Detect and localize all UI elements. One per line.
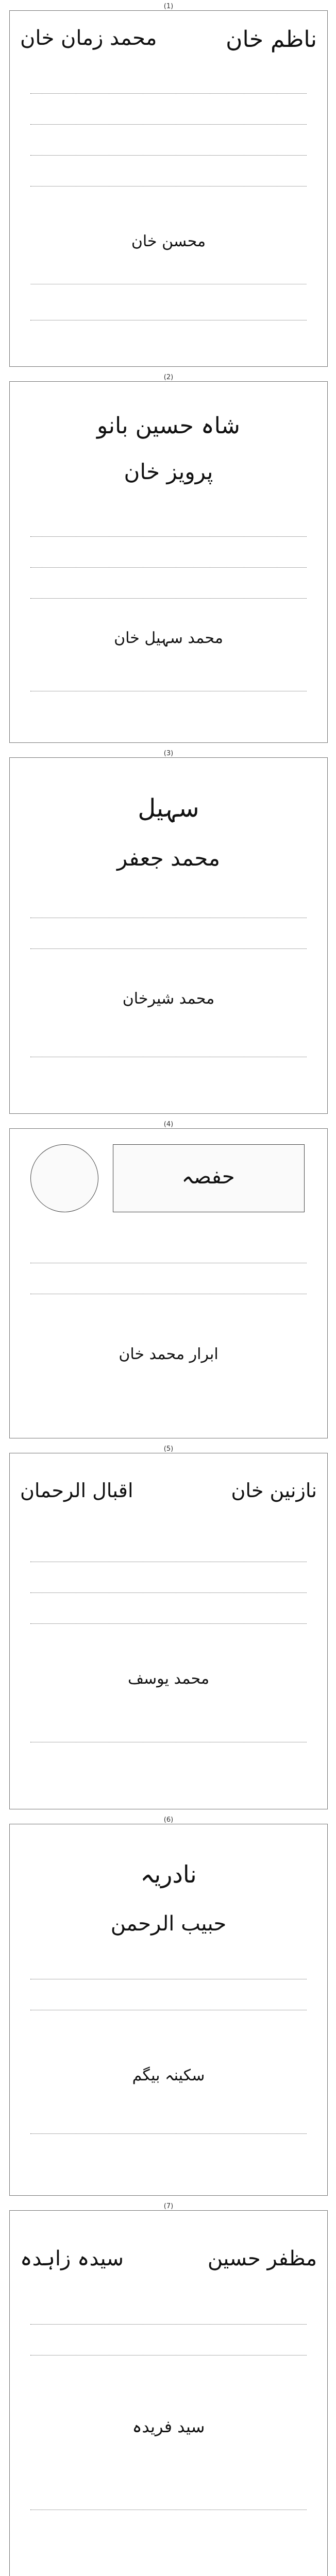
- invitation-card: [9, 3, 328, 367]
- bride-name: نادریہ: [140, 1860, 197, 1888]
- fill-line: [30, 2133, 307, 2134]
- groom-name: سیدہ زاہدہ: [20, 2247, 124, 2270]
- fill-line: [30, 155, 307, 156]
- host-name: سید فریدہ: [132, 2417, 205, 2436]
- invitation-card: [9, 2202, 328, 2576]
- invitation-card: [9, 1816, 328, 2196]
- host-name: محمد شیرخان: [122, 990, 215, 1008]
- card-number: (4): [163, 1121, 174, 1128]
- invitation-card: [9, 750, 328, 1114]
- groom-name: محمد زمان خان: [20, 26, 157, 50]
- bride-name: ناظم خان: [226, 26, 317, 53]
- groom-name: محمد جعفر: [117, 845, 220, 871]
- bride-name: حفصہ: [181, 1165, 235, 1189]
- bride-name: شاہ حسین بانو: [97, 413, 240, 439]
- fill-line: [30, 2324, 307, 2325]
- host-name: محمد سہیل خان: [114, 629, 223, 647]
- invitation-card: [9, 1445, 328, 1809]
- groom-name: اقبال الرحمان: [20, 1479, 133, 1502]
- fill-line: [30, 948, 307, 949]
- bride-name: نازنین خان: [231, 1479, 317, 1502]
- fill-line: [30, 598, 307, 599]
- card-number: (3): [163, 750, 174, 757]
- fill-line: [30, 124, 307, 125]
- fill-line: [30, 1623, 307, 1624]
- fill-line: [30, 536, 307, 537]
- host-name: محسن خان: [131, 232, 206, 250]
- fill-line: [30, 186, 307, 187]
- invitation-card: [9, 374, 328, 743]
- host-name: محمد یوسف: [127, 1670, 210, 1688]
- bride-name: مظفر حسین: [207, 2247, 317, 2270]
- card-number: (6): [163, 1816, 174, 1824]
- card-number: (2): [163, 374, 174, 381]
- fill-line: [30, 93, 307, 94]
- card-number: (5): [163, 1445, 174, 1453]
- host-name: سکینہ بیگم: [132, 2066, 205, 2084]
- invitation-card: [9, 1121, 328, 1438]
- card-number: (1): [163, 3, 174, 10]
- bride-name: سہیل: [138, 794, 199, 823]
- ornament-emblem: [30, 1144, 98, 1212]
- groom-name: پرویز خان: [124, 459, 213, 484]
- fill-line: [30, 1592, 307, 1593]
- groom-name: حبیب الرحمن: [110, 1912, 227, 1936]
- card-number: (7): [163, 2202, 174, 2210]
- fill-line: [30, 567, 307, 568]
- host-name: ابرار محمد خان: [119, 1345, 219, 1363]
